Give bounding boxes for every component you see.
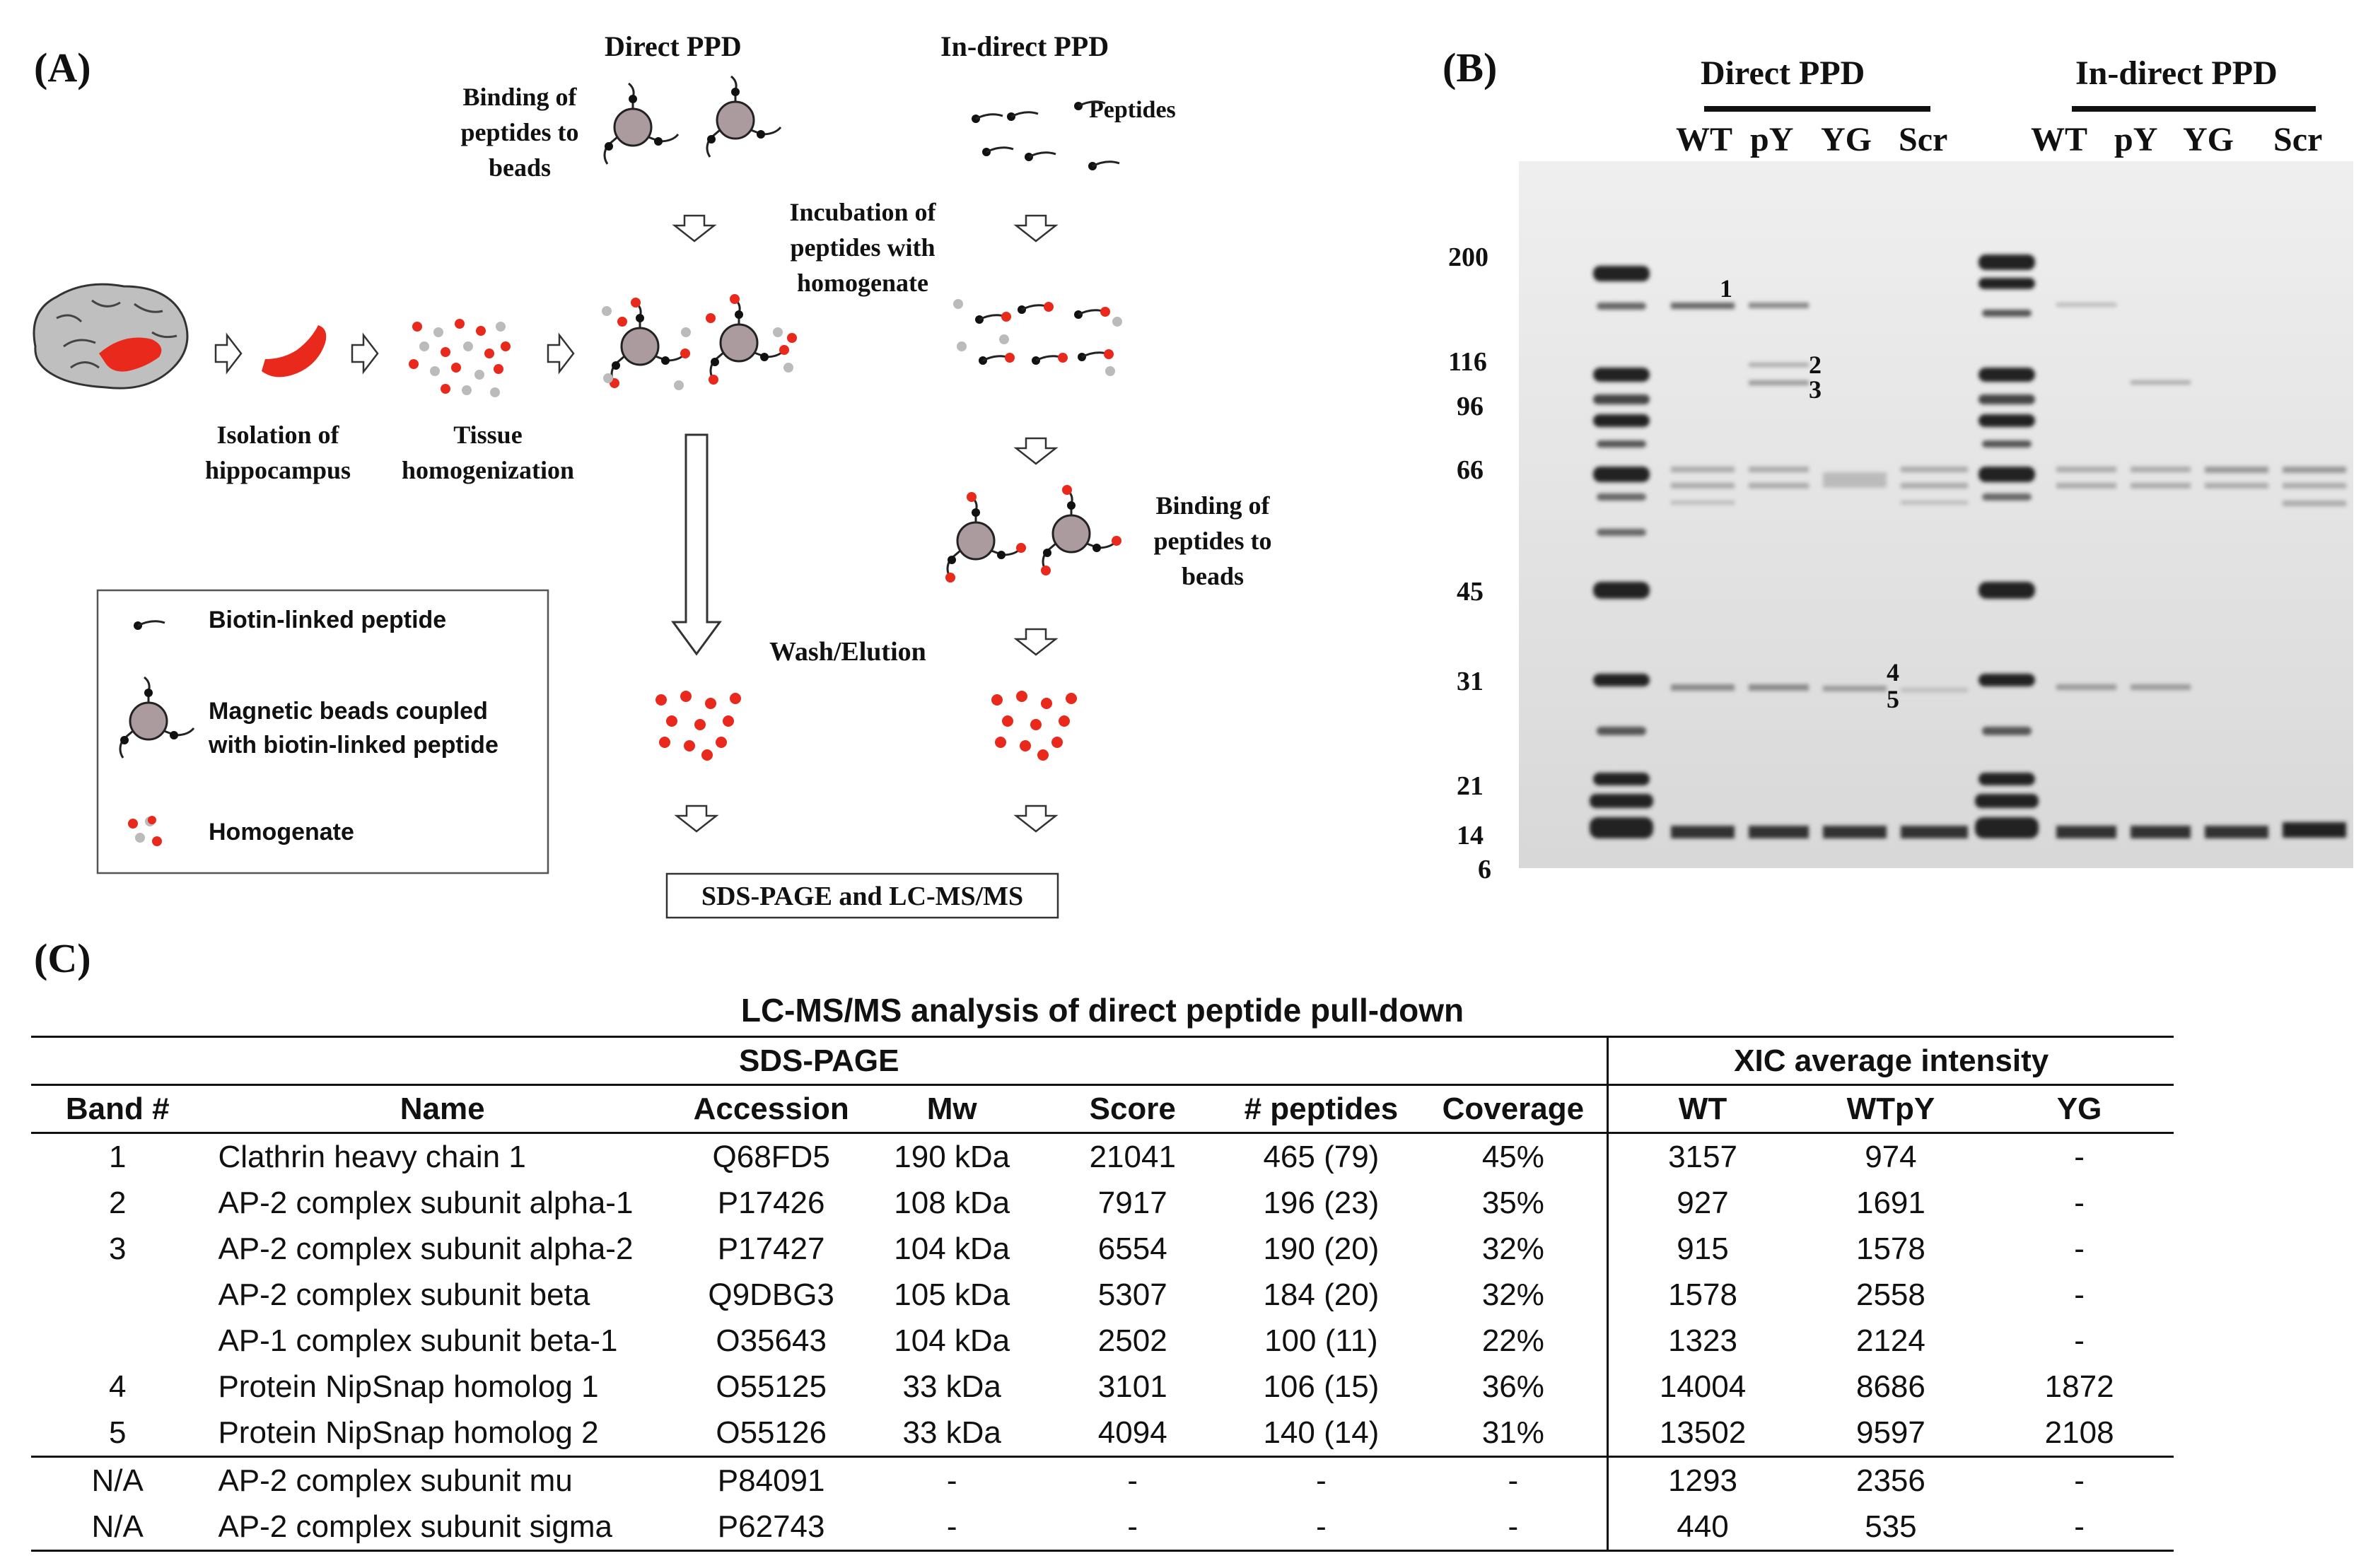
band-number-2: 2 <box>1809 351 1822 379</box>
table-cell: 108 kDa <box>894 1185 1010 1220</box>
table-cell: P84091 <box>717 1463 825 1498</box>
table-cell: 104 kDa <box>894 1231 1010 1266</box>
brain-icon <box>34 284 187 388</box>
mw-marker-45: 45 <box>1457 577 1484 607</box>
table-cell: - <box>2074 1185 2085 1220</box>
table-cell: 3 <box>108 1231 127 1266</box>
table-cell: 32% <box>1419 1272 1608 1318</box>
group-header-sds-page: SDS-PAGE <box>31 1037 1608 1085</box>
table-cell: AP-2 complex subunit beta <box>218 1277 590 1312</box>
col-header-wtpy: WTpY <box>1846 1091 1935 1126</box>
legend-beads-label: Magnetic beads coupled with biotin-linked peptide <box>209 698 499 759</box>
table-cell: 13502 <box>1659 1415 1747 1450</box>
gel-direct-underline <box>1704 106 1930 112</box>
band-number-3: 3 <box>1809 375 1822 404</box>
table-cell: 1578 <box>1855 1231 1925 1266</box>
col-header-peptides: # peptides <box>1244 1091 1399 1126</box>
sds-page-gel-image <box>1519 161 2353 868</box>
table-cell: 1578 <box>1668 1277 1737 1312</box>
table-cell: 8686 <box>1855 1369 1925 1404</box>
table-cell: AP-1 complex subunit beta-1 <box>218 1323 618 1358</box>
table-cell: 190 kDa <box>894 1139 1010 1174</box>
table-cell: - <box>2074 1463 2085 1498</box>
table-cell: 5307 <box>1097 1277 1167 1312</box>
band-number-1: 1 <box>1720 274 1732 303</box>
col-header-wt: WT <box>1678 1091 1727 1126</box>
table-cell: 2124 <box>1855 1323 1925 1358</box>
table-cell: 31% <box>1419 1410 1608 1457</box>
table-row <box>31 1364 2174 1410</box>
table-cell: - <box>1127 1509 1138 1544</box>
table-cell: Protein NipSnap homolog 2 <box>218 1415 599 1450</box>
table-cell: AP-2 complex subunit mu <box>218 1463 573 1498</box>
gel-lane-direct-py: pY <box>1750 121 1794 158</box>
gel-lane-indirect-yg: YG <box>2183 121 2234 158</box>
table-cell: 196 (23) <box>1263 1185 1380 1220</box>
table-cell: - <box>1316 1509 1327 1544</box>
col-header-accession: Accession <box>693 1091 849 1126</box>
gel-indirect-title: In-direct PPD <box>2075 54 2278 92</box>
table-cell: 5 <box>108 1415 127 1450</box>
table-cell: 6554 <box>1097 1231 1167 1266</box>
table-cell: AP-2 complex subunit sigma <box>218 1509 613 1544</box>
table-cell: - <box>2074 1509 2085 1544</box>
table-cell: 184 (20) <box>1263 1277 1380 1312</box>
table-cell: 140 (14) <box>1263 1415 1380 1450</box>
mw-marker-200: 200 <box>1448 242 1488 272</box>
table-cell: 106 (15) <box>1263 1369 1380 1404</box>
homogenate-dots <box>409 319 511 397</box>
table-cell: 36% <box>1419 1364 1608 1410</box>
mw-marker-6: 6 <box>1478 855 1491 884</box>
table-cell: 1323 <box>1668 1323 1737 1358</box>
table-row <box>31 1272 2174 1318</box>
incubation-label: Incubation of peptides with homogenate <box>789 198 936 297</box>
mw-marker-31: 31 <box>1457 667 1484 696</box>
band-number-4: 4 <box>1887 658 1899 686</box>
table-row <box>31 1226 2174 1272</box>
legend-biotin-label: Biotin-linked peptide <box>209 607 447 633</box>
table-cell: 2 <box>108 1185 127 1220</box>
band-number-5: 5 <box>1887 685 1899 713</box>
table-cell: 33 kDa <box>902 1415 1001 1450</box>
table-cell: P62743 <box>717 1509 825 1544</box>
mw-marker-96: 96 <box>1457 392 1484 421</box>
table-cell: 2356 <box>1855 1463 1925 1498</box>
table-cell: 9597 <box>1855 1415 1925 1450</box>
table-cell: 2558 <box>1855 1277 1925 1312</box>
group-header-xic: XIC average intensity <box>1734 1043 2049 1078</box>
panel-a-label: (A) <box>34 45 91 90</box>
direct-ppd-title: Direct PPD <box>605 30 742 62</box>
table-cell: Clathrin heavy chain 1 <box>218 1139 526 1174</box>
table-cell: 2108 <box>2044 1415 2114 1450</box>
table-cell: 974 <box>1865 1139 1917 1174</box>
table-cell: N/A <box>91 1463 144 1498</box>
table-cell: 104 kDa <box>894 1323 1010 1358</box>
panel-b-label: (B) <box>1443 45 1498 90</box>
table-cell: 33 kDa <box>902 1369 1001 1404</box>
table-cell: - <box>1316 1463 1327 1498</box>
table-cell: 190 (20) <box>1263 1231 1380 1266</box>
col-header-yg: YG <box>2056 1091 2102 1126</box>
hippocampus-icon <box>262 325 326 377</box>
gel-lane-indirect-py: pY <box>2114 121 2158 158</box>
table-cell: 1691 <box>1855 1185 1925 1220</box>
table-cell: 3101 <box>1097 1369 1167 1404</box>
table-cell: P17426 <box>717 1185 825 1220</box>
table-cell: - <box>2074 1323 2085 1358</box>
table-cell: 100 (11) <box>1264 1323 1378 1358</box>
table-cell: 1872 <box>2044 1369 2114 1404</box>
gel-lane-direct-yg: YG <box>1821 121 1872 158</box>
gel-lane-indirect-scr: Scr <box>2273 121 2323 158</box>
table-row <box>31 1133 2174 1181</box>
tissue-label: Tissue homogenization <box>401 421 574 484</box>
col-header-score: Score <box>1089 1091 1176 1126</box>
table-cell: 2502 <box>1097 1323 1167 1358</box>
gel-lane-direct-wt: WT <box>1676 121 1733 158</box>
table-cell: - <box>1127 1463 1138 1498</box>
mw-marker-116: 116 <box>1448 347 1487 377</box>
col-header-band: Band # <box>65 1091 170 1126</box>
table-cell: Q9DBG3 <box>708 1277 834 1312</box>
table-cell: O55125 <box>716 1369 827 1404</box>
table-cell <box>31 1272 204 1318</box>
table-cell: 915 <box>1677 1231 1729 1266</box>
table-cell: 35% <box>1419 1180 1608 1226</box>
mw-marker-14: 14 <box>1457 821 1484 850</box>
table-cell: 14004 <box>1659 1369 1747 1404</box>
lcms-results-table <box>31 1036 2174 1552</box>
table-cell: - <box>2074 1231 2085 1266</box>
table-cell: 45% <box>1419 1133 1608 1181</box>
table-row <box>31 1410 2174 1457</box>
col-header-name: Name <box>400 1091 485 1126</box>
table-cell: 535 <box>1865 1509 1917 1544</box>
table-row <box>31 1180 2174 1226</box>
indirect-ppd-title: In-direct PPD <box>940 30 1109 62</box>
col-header-mw: Mw <box>926 1091 977 1126</box>
sds-page-lcms-box: SDS-PAGE and LC-MS/MS <box>701 882 1024 911</box>
table-cell: - <box>1419 1504 1608 1551</box>
table-cell: 22% <box>1419 1318 1608 1364</box>
ppd-schematic <box>0 0 1344 933</box>
table-cell: AP-2 complex subunit alpha-1 <box>218 1185 634 1220</box>
table-cell: 1 <box>108 1139 127 1174</box>
table-cell: 21041 <box>1089 1139 1176 1174</box>
gel-lane-direct-scr: Scr <box>1899 121 1948 158</box>
isolation-label: Isolation of hippocampus <box>204 421 351 484</box>
table-cell: 1293 <box>1668 1463 1737 1498</box>
table-cell: P17427 <box>717 1231 825 1266</box>
table-cell: - <box>946 1509 957 1544</box>
table-cell: Q68FD5 <box>712 1139 830 1174</box>
table-cell: 7917 <box>1097 1185 1167 1220</box>
binding-peptides-label-2: Binding of peptides to beads <box>1153 491 1272 590</box>
table-cell <box>31 1318 204 1364</box>
table-cell: Protein NipSnap homolog 1 <box>218 1369 599 1404</box>
gel-direct-title: Direct PPD <box>1701 54 1865 92</box>
table-cell: N/A <box>91 1509 144 1544</box>
binding-peptides-label: Binding of peptides to beads <box>460 83 579 182</box>
table-cell: O35643 <box>716 1323 827 1358</box>
table-cell: 105 kDa <box>894 1277 1010 1312</box>
table-cell: AP-2 complex subunit alpha-2 <box>218 1231 634 1266</box>
mw-marker-66: 66 <box>1457 455 1484 485</box>
table-cell: 927 <box>1677 1185 1729 1220</box>
peptides-label: Peptides <box>1089 97 1176 123</box>
legend-homogenate-label: Homogenate <box>209 819 354 846</box>
panel-c-label: (C) <box>34 935 91 981</box>
table-row <box>31 1457 2174 1504</box>
table-cell: 32% <box>1419 1226 1608 1272</box>
gel-indirect-underline <box>2072 106 2316 112</box>
table-cell: O55126 <box>716 1415 827 1450</box>
table-cell: 4 <box>108 1369 127 1404</box>
wash-elution-label: Wash/Elution <box>769 637 926 667</box>
col-header-coverage: Coverage <box>1419 1085 1608 1133</box>
table-cell: 4094 <box>1097 1415 1167 1450</box>
mw-marker-21: 21 <box>1457 771 1484 801</box>
table-cell: - <box>2074 1277 2085 1312</box>
table-cell: - <box>1419 1457 1608 1504</box>
table-title: LC-MS/MS analysis of direct peptide pull-down <box>740 992 1464 1029</box>
table-cell: 440 <box>1677 1509 1729 1544</box>
gel-lane-indirect-wt: WT <box>2031 121 2088 158</box>
table-cell: - <box>946 1463 957 1498</box>
table-cell: 465 (79) <box>1263 1139 1380 1174</box>
table-cell: - <box>2074 1139 2085 1174</box>
table-row <box>31 1318 2174 1364</box>
table-row <box>31 1504 2174 1551</box>
table-cell: 3157 <box>1668 1139 1737 1174</box>
